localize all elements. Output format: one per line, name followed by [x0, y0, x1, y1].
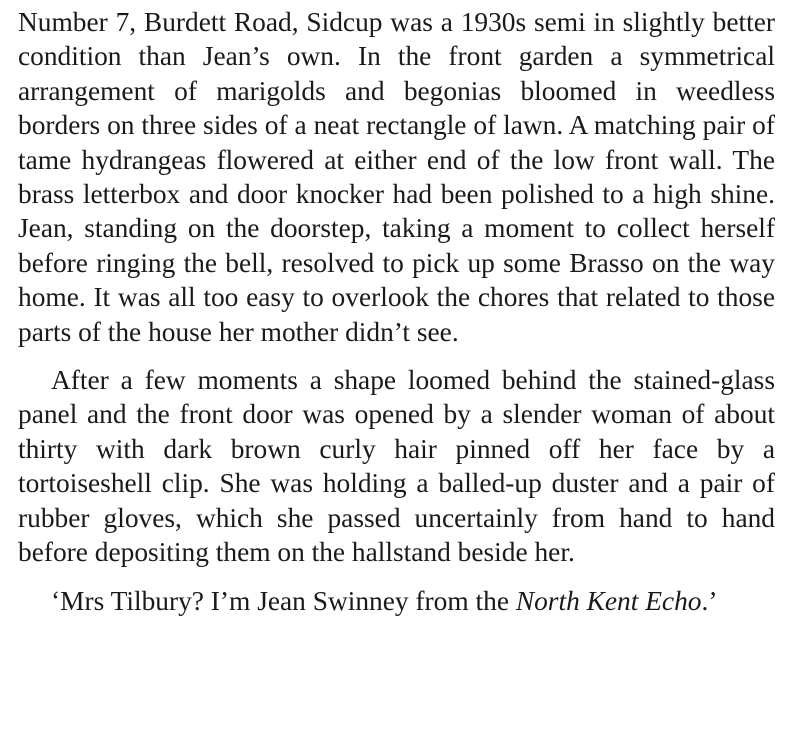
newspaper-title: North Kent Echo [515, 585, 702, 616]
dialogue-text: ‘Mrs Tilbury? I’m Jean Swinney from the [51, 585, 516, 616]
paragraph-2: After a few moments a shape loomed behind the stained-glass panel and the front door was opened by a slender woman of about thirty with dark brown curly hair pinned off her face by a tortoiseshell clip. She was holding a balled-up duster and a pair of rubber gloves, which she passed uncertainly from hand to hand before depositing them on the hallstand beside her. [18, 365, 775, 568]
book-page [18, 5, 775, 618]
paragraph-3 [18, 584, 775, 618]
paragraph-1: Number 7, Burdett Road, Sidcup was a 1930s semi in slightly better condition than Jean’s own. In the front garden a symmetrical arrangement of marigolds and begonias bloomed in weedless borders on three sides of a neat rectangle of lawn. A matching pair of tame hydrangeas flowered at either end of the low front wall. The brass letterbox and door knocker had been polished to a high shine. Jean, standing on the doorstep, taking a moment to collect herself before ringing the bell, resolved to pick up some Brasso on the way home. It was all too easy to overlook the chores that related to those parts of the house her mother didn’t see. [18, 7, 775, 347]
dialogue-close: .’ [701, 585, 718, 616]
